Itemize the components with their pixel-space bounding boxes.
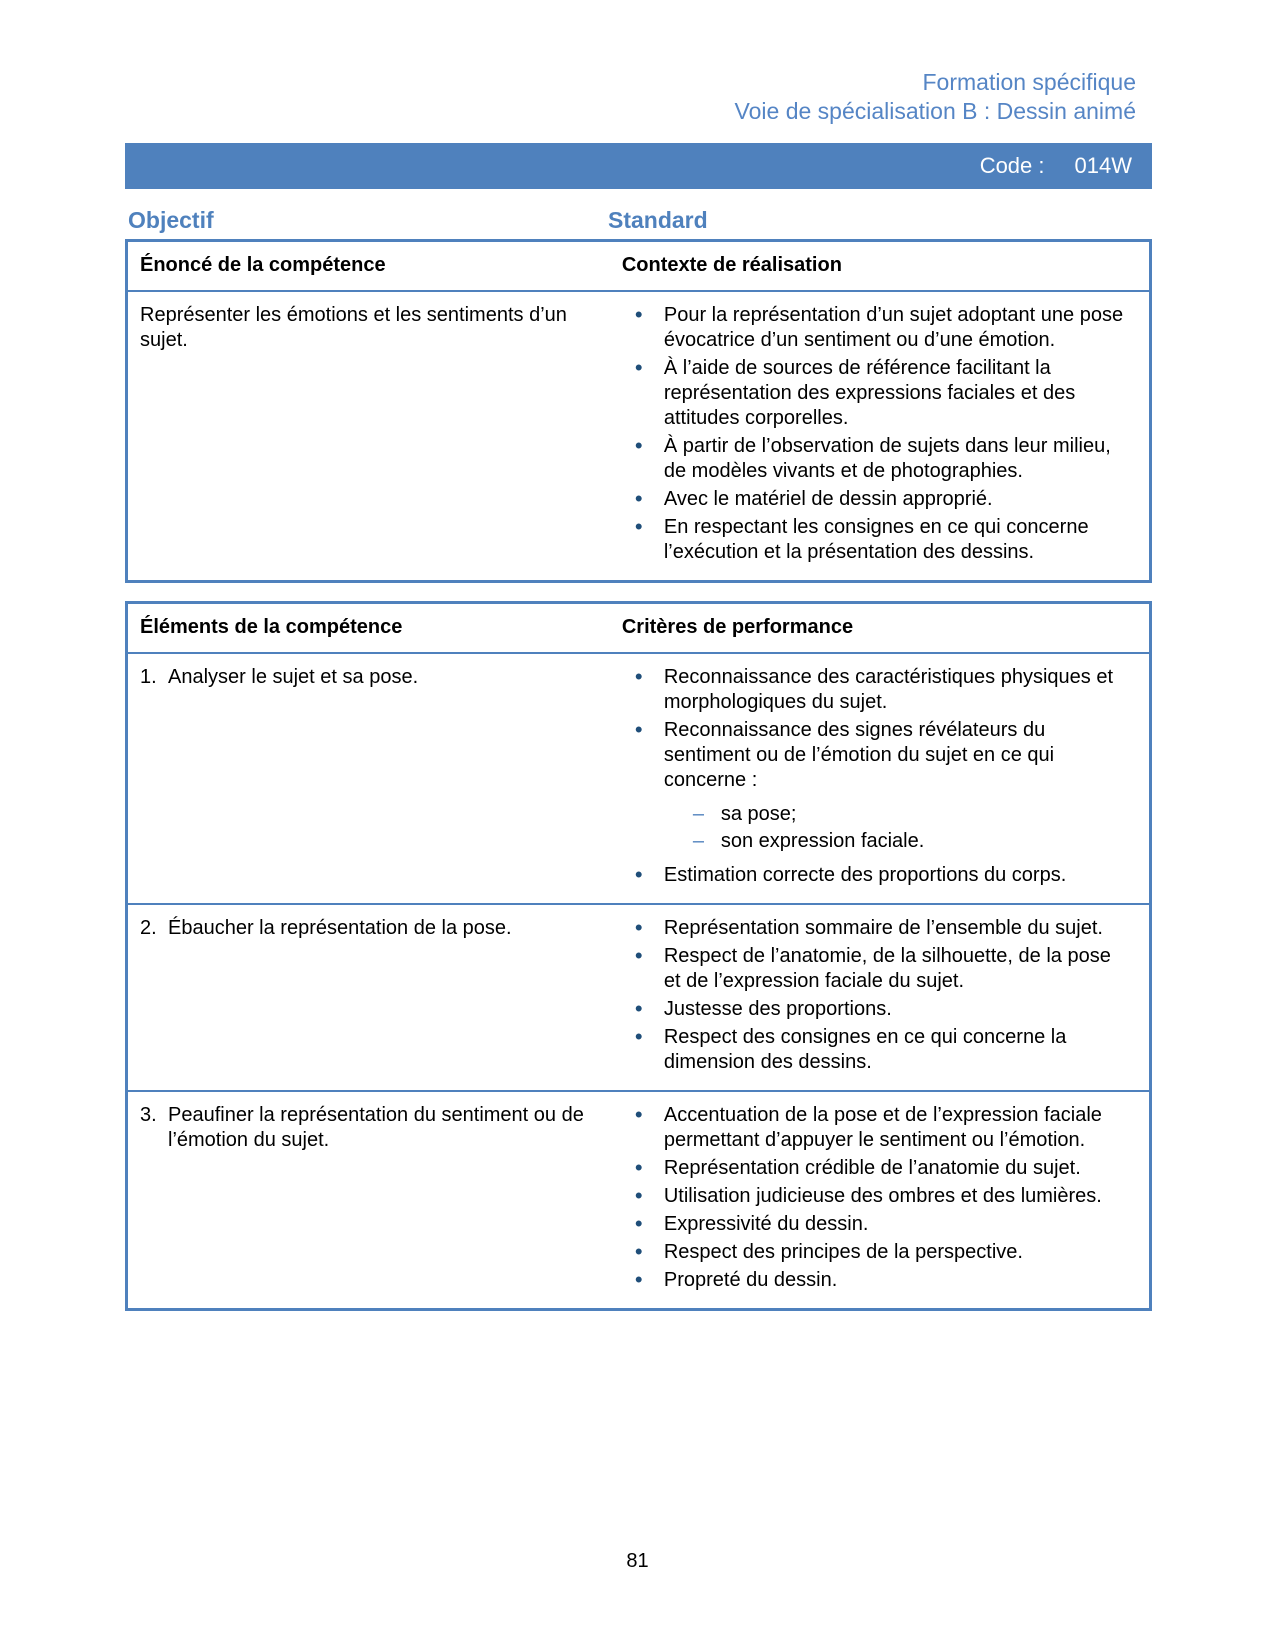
criteria-bullet: • Accentuation de la pose et de l’expression faciale permettant d’appuyer le sentiment ou l’émotion.: [622, 1103, 1132, 1153]
objectif-title: Objectif: [128, 207, 214, 233]
criteria-bullet: • Utilisation judicieuse des ombres et des lumières.: [622, 1184, 1132, 1209]
criteria-bullet: • Respect de l’anatomie, de la silhouette, de la pose et de l’expression faciale du sujet.: [622, 944, 1132, 994]
table1-body-row: [128, 292, 1149, 580]
table2-row-2: [128, 903, 1149, 1090]
context-bullet-list: [622, 303, 1141, 565]
element-number: 1.: [140, 666, 157, 688]
criteria-bullet: • Respect des consignes en ce qui concerne la dimension des dessins.: [622, 1025, 1132, 1075]
context-bullet: • À partir de l’observation de sujets dans leur milieu, de modèles vivants et de photographies.: [622, 434, 1132, 484]
criteria-bullet-list: [622, 916, 1141, 1075]
elements-criteria-table: [125, 601, 1152, 1311]
element-number: 3.: [140, 1104, 157, 1126]
context-bullet: • À l’aide de sources de référence facilitant la représentation des expressions faciales et des attitudes corporelles.: [622, 356, 1132, 431]
criteria-bullet: • Propreté du dessin.: [622, 1268, 1132, 1293]
page-number: 81: [626, 1550, 649, 1572]
table2-row-1: [128, 654, 1149, 903]
competence-context-table: [125, 239, 1152, 583]
criteria-bullet: • Estimation correcte des proportions du corps.: [622, 863, 1132, 888]
table1-header-row: [128, 242, 1149, 292]
table2-right-header: Critères de performance: [621, 616, 854, 638]
sub-criteria-item: – sa pose;: [664, 802, 1132, 827]
criteria-bullet: • Justesse des proportions.: [622, 997, 1132, 1022]
header-line-2: Voie de spécialisation B : Dessin animé: [734, 98, 1136, 124]
element-number: 2.: [140, 917, 157, 939]
criteria-bullet: • Expressivité du dessin.: [622, 1212, 1132, 1237]
context-bullet: • Pour la représentation d’un sujet adoptant une pose évocatrice d’un sentiment ou d’une émotion.: [622, 303, 1132, 353]
element-text: Peaufiner la représentation du sentiment ou de l’émotion du sujet.: [168, 1104, 584, 1151]
context-bullet: • En respectant les consignes en ce qui concerne l’exécution et la présentation des dessins.: [622, 515, 1132, 565]
page-content: [125, 0, 1152, 1311]
element-item: [140, 1103, 598, 1153]
criteria-bullet: • Représentation crédible de l’anatomie du sujet.: [622, 1156, 1132, 1181]
table1-right-header: Contexte de réalisation: [621, 254, 842, 276]
standard-title: Standard: [608, 207, 708, 233]
header-line-1: Formation spécifique: [922, 69, 1136, 95]
criteria-bullet-list: [622, 665, 1141, 888]
sub-criteria-list: [664, 802, 1132, 854]
table1-left-header: Énoncé de la compétence: [140, 254, 386, 276]
criteria-bullet: [622, 718, 1132, 854]
document-header: [125, 0, 1152, 126]
competence-statement: Représenter les émotions et les sentiments d’un sujet.: [140, 304, 567, 351]
context-bullet: • Avec le matériel de dessin approprié.: [622, 487, 1132, 512]
criteria-bullet: • Respect des principes de la perspective.: [622, 1240, 1132, 1265]
criteria-text: • Reconnaissance des signes révélateurs du sentiment ou de l’émotion du sujet en ce qui concerne :: [663, 719, 1055, 791]
element-item: [140, 916, 598, 941]
table2-row-3: [128, 1090, 1149, 1308]
criteria-bullet: • Représentation sommaire de l’ensemble du sujet.: [622, 916, 1132, 941]
element-text: Ébaucher la représentation de la pose.: [168, 917, 512, 939]
code-value: 014W: [1074, 153, 1132, 178]
criteria-bullet-list: [622, 1103, 1141, 1293]
element-item: [140, 665, 598, 690]
table2-header-row: [128, 604, 1149, 654]
criteria-bullet: • Reconnaissance des caractéristiques physiques et morphologiques du sujet.: [622, 665, 1132, 715]
table2-left-header: Éléments de la compétence: [140, 616, 403, 638]
element-text: Analyser le sujet et sa pose.: [168, 666, 419, 688]
sub-criteria-item: – son expression faciale.: [664, 829, 1132, 854]
section-titles: [125, 203, 1152, 239]
code-bar: [125, 143, 1152, 189]
code-label: Code :: [979, 153, 1045, 178]
